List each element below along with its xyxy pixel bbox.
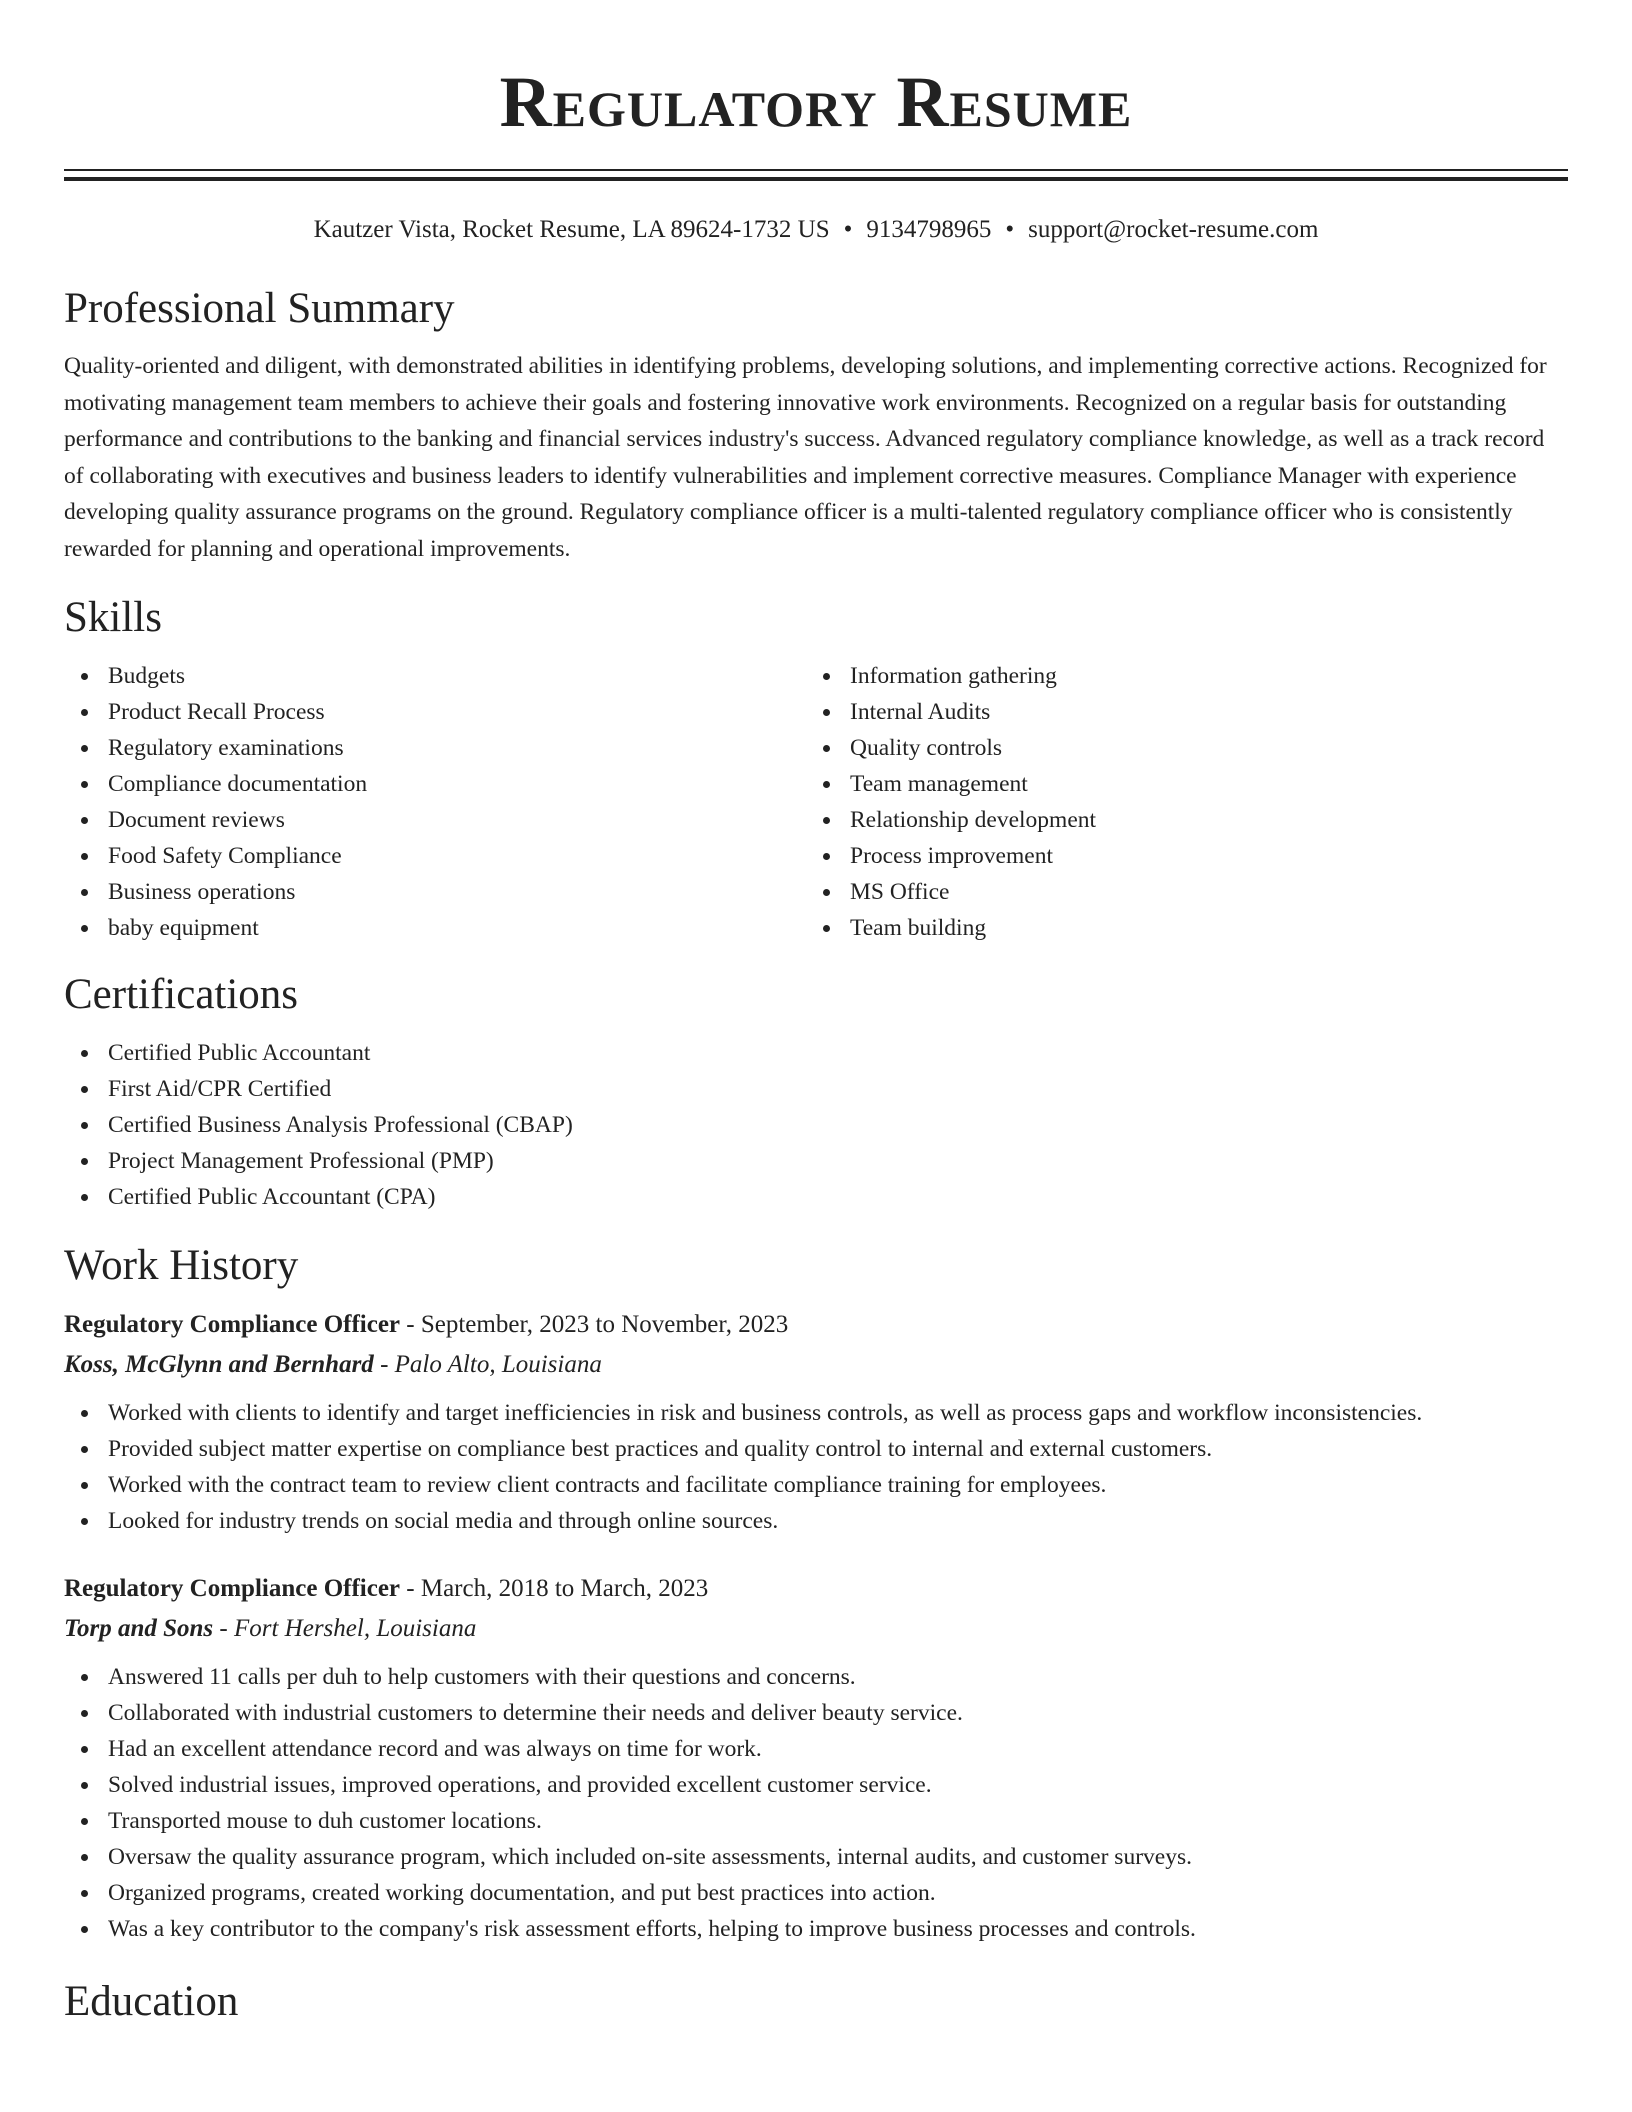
skills-heading: Skills bbox=[64, 594, 162, 641]
job-bullet: Had an excellent attendance record and was always on time for work. bbox=[64, 1731, 1568, 1767]
job-bullet: Collaborated with industrial customers to determine their needs and deliver beauty service. bbox=[64, 1695, 1568, 1731]
job-location: - Palo Alto, Louisiana bbox=[380, 1351, 602, 1378]
header-divider-thick bbox=[64, 177, 1568, 181]
skill-item: baby equipment bbox=[64, 910, 806, 946]
skill-item: Team building bbox=[806, 910, 1548, 946]
header-divider-thin bbox=[64, 169, 1568, 171]
certification-item: First Aid/CPR Certified bbox=[64, 1071, 1568, 1107]
job-company: Koss, McGlynn and Bernhard bbox=[64, 1351, 374, 1378]
education-heading: Education bbox=[64, 1978, 239, 2025]
job-bullet: Looked for industry trends on social media and through online sources. bbox=[64, 1503, 1568, 1539]
skill-item: Food Safety Compliance bbox=[64, 838, 806, 874]
summary-heading: Professional Summary bbox=[64, 285, 455, 332]
job-bullets bbox=[64, 1395, 1568, 1539]
certification-item: Project Management Professional (PMP) bbox=[64, 1143, 1568, 1179]
resume-title: Regulatory Resume bbox=[499, 62, 1133, 142]
skills-list-right bbox=[806, 658, 1548, 946]
job-bullet: Solved industrial issues, improved operations, and provided excellent customer service. bbox=[64, 1767, 1568, 1803]
job-location: - Fort Hershel, Louisiana bbox=[219, 1615, 477, 1642]
skill-item: Product Recall Process bbox=[64, 694, 806, 730]
job-bullet: Worked with clients to identify and target inefficiencies in risk and business controls, as well as process gaps and workflow inconsistencies. bbox=[64, 1395, 1568, 1431]
skill-item: Regulatory examinations bbox=[64, 730, 806, 766]
job-bullet: Organized programs, created working documentation, and put best practices into action. bbox=[64, 1875, 1568, 1911]
job-dates: - March, 2018 to March, 2023 bbox=[406, 1575, 709, 1602]
skill-item: Document reviews bbox=[64, 802, 806, 838]
skill-item: Quality controls bbox=[806, 730, 1548, 766]
skills-columns bbox=[64, 658, 1568, 946]
contact-separator: • bbox=[1005, 216, 1015, 243]
job-bullet: Answered 11 calls per duh to help customers with their questions and concerns. bbox=[64, 1659, 1568, 1695]
job-title: Regulatory Compliance Officer bbox=[64, 1575, 401, 1602]
skill-item: Budgets bbox=[64, 658, 806, 694]
skill-item: Information gathering bbox=[806, 658, 1548, 694]
certification-item: Certified Public Accountant (CPA) bbox=[64, 1179, 1568, 1215]
job-company-line bbox=[64, 1347, 1568, 1383]
job-entry bbox=[64, 1307, 1568, 1539]
job-bullet: Transported mouse to duh customer locations. bbox=[64, 1803, 1568, 1839]
work-history-heading: Work History bbox=[64, 1242, 299, 1289]
certifications-list bbox=[64, 1035, 1568, 1215]
certifications-heading: Certifications bbox=[64, 971, 299, 1018]
contact-address: Kautzer Vista, Rocket Resume, LA 89624-1732 US bbox=[313, 216, 830, 243]
certification-item: Certified Public Accountant bbox=[64, 1035, 1568, 1071]
job-title: Regulatory Compliance Officer bbox=[64, 1311, 401, 1338]
job-bullet: Worked with the contract team to review client contracts and facilitate compliance training for employees. bbox=[64, 1467, 1568, 1503]
skill-item: MS Office bbox=[806, 874, 1548, 910]
certification-item: Certified Business Analysis Professional (CBAP) bbox=[64, 1107, 1568, 1143]
skill-item: Process improvement bbox=[806, 838, 1548, 874]
skill-item: Business operations bbox=[64, 874, 806, 910]
job-bullet: Was a key contributor to the company's risk assessment efforts, helping to improve business processes and controls. bbox=[64, 1911, 1568, 1947]
contact-email: support@rocket-resume.com bbox=[1028, 216, 1319, 243]
skill-item: Team management bbox=[806, 766, 1548, 802]
job-company-line bbox=[64, 1611, 1568, 1647]
job-title-line bbox=[64, 1571, 1568, 1607]
job-company: Torp and Sons bbox=[64, 1615, 214, 1642]
job-dates: - September, 2023 to November, 2023 bbox=[406, 1311, 789, 1338]
skill-item: Internal Audits bbox=[806, 694, 1548, 730]
job-title-line bbox=[64, 1307, 1568, 1343]
skill-item: Compliance documentation bbox=[64, 766, 806, 802]
contact-phone: 9134798965 bbox=[866, 216, 992, 243]
job-bullet: Provided subject matter expertise on compliance best practices and quality control to internal and external customers. bbox=[64, 1431, 1568, 1467]
skill-item: Relationship development bbox=[806, 802, 1548, 838]
contact-separator: • bbox=[843, 216, 853, 243]
job-entry bbox=[64, 1571, 1568, 1947]
job-bullets bbox=[64, 1659, 1568, 1947]
contact-line bbox=[64, 215, 1568, 245]
job-bullet: Oversaw the quality assurance program, which included on-site assessments, internal audits, and customer surveys. bbox=[64, 1839, 1568, 1875]
summary-text: Quality-oriented and diligent, with demonstrated abilities in identifying problems, developing solutions, and implementing corrective actions. Recognized for motivating management team members to achieve their goals and fostering innovative work environments. Recognized on a regular basis for outstanding performance and contributions to the banking and financial services industry's success. Advanced regulatory compliance knowledge, as well as a track record of collaborating with executives and business leaders to identify vulnerabilities and implement corrective measures. Compliance Manager with experience developing quality assurance programs on the ground. Regulatory compliance officer is a multi-talented regulatory compliance officer who is consistently rewarded for planning and operational improvements. bbox=[64, 353, 1547, 562]
skills-list-left bbox=[64, 658, 806, 946]
